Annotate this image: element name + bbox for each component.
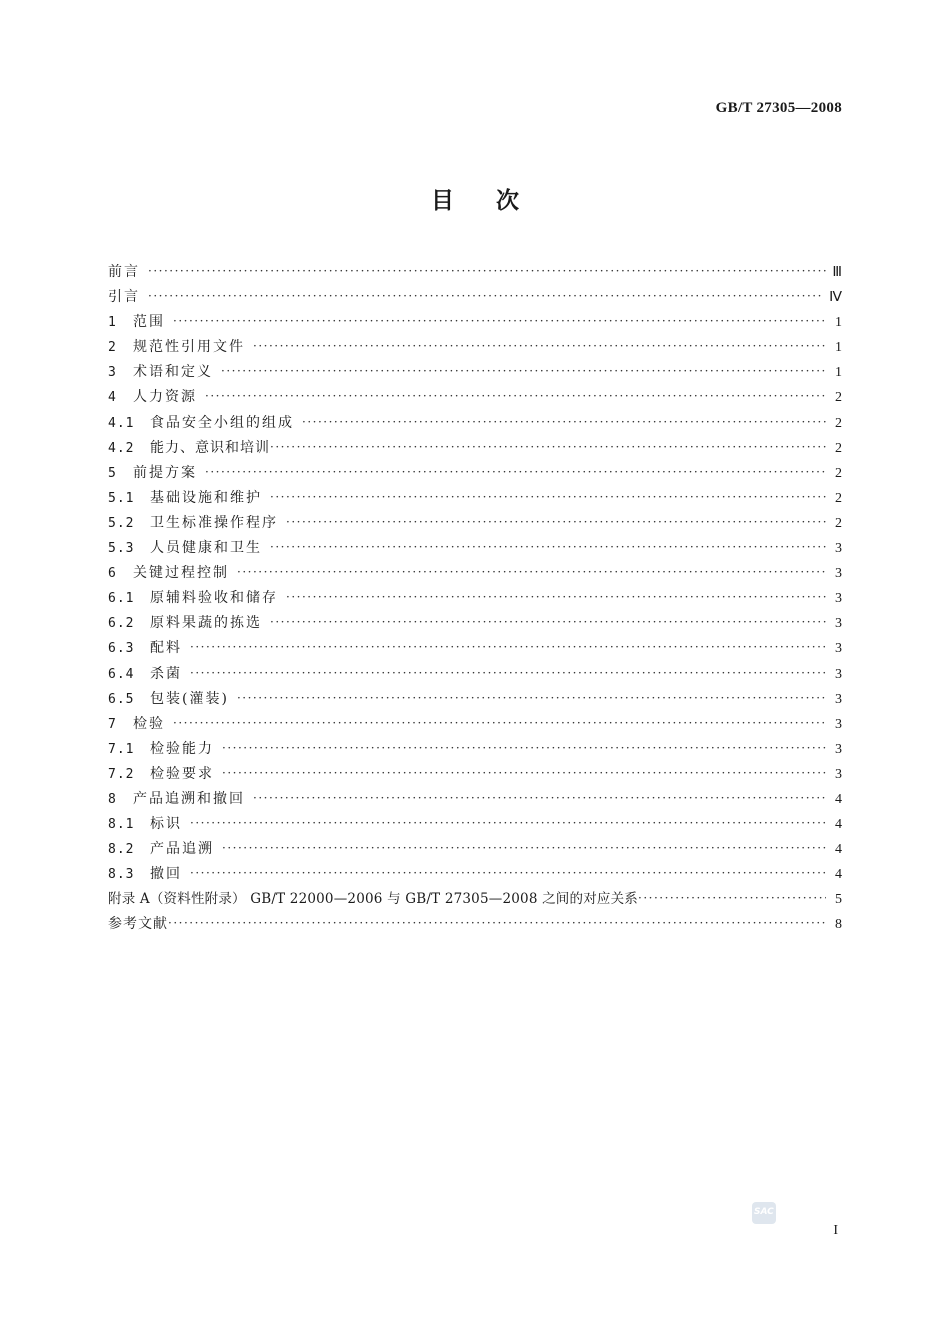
toc-leader-dots [205, 461, 826, 485]
toc-entry[interactable] [108, 712, 842, 737]
toc-leader-dots [190, 662, 826, 686]
toc-leader-dots [270, 536, 826, 560]
toc-leader-dots [253, 787, 826, 811]
toc-page-number: 1 [835, 365, 842, 381]
toc-entry-label: 规范性引用文件 [133, 339, 245, 356]
toc-entry-number: 7.2 [108, 766, 135, 782]
toc-page-number: 4 [835, 817, 842, 833]
toc-leader-dots [168, 912, 826, 936]
toc-page-number: 8 [835, 917, 842, 933]
toc-leader-dots [237, 561, 826, 585]
toc-entry-number: 8.3 [108, 867, 135, 883]
toc-entry-label: 基础设施和维护 [150, 489, 262, 506]
toc-entry-number: 8.1 [108, 817, 135, 833]
toc-leader-dots [302, 411, 826, 435]
toc-entry-number: 8 [108, 791, 117, 807]
toc-leader-dots [148, 285, 823, 309]
toc-entry-label: 检验要求 [150, 765, 214, 782]
toc-entry-bibliography[interactable] [108, 912, 842, 937]
sac-logo [752, 1202, 776, 1224]
toc-leader-dots [190, 812, 826, 836]
toc-entry[interactable] [108, 662, 842, 687]
toc-leader-dots [286, 586, 826, 610]
toc-page-number: 2 [835, 465, 842, 481]
toc-entry-number: 7.1 [108, 741, 135, 757]
toc-entry-number: 7 [108, 716, 117, 732]
toc-page-number: 3 [835, 741, 842, 757]
toc-entry[interactable] [108, 586, 842, 611]
toc-entry-number: 1 [108, 315, 117, 331]
toc-leader-dots [253, 335, 826, 359]
toc-leader-dots [237, 687, 826, 711]
toc-leader-dots [173, 310, 826, 334]
page-number: I [833, 1223, 838, 1238]
toc-leader-dots [222, 762, 826, 786]
toc-entry-number: 6.2 [108, 616, 135, 632]
toc-entry-number: 4.2 [108, 440, 135, 456]
toc-page-number: 4 [835, 867, 842, 883]
toc-entry[interactable] [108, 385, 842, 410]
toc-leader-dots [270, 611, 826, 635]
toc-leader-dots [222, 737, 826, 761]
toc-entry-label: 撤回 [150, 866, 182, 883]
toc-entry-foreword[interactable] [108, 260, 842, 285]
toc-leader-dots [638, 887, 826, 911]
toc-entry[interactable] [108, 486, 842, 511]
toc-page-number: 1 [835, 315, 842, 331]
toc-entry-label: 检验能力 [150, 740, 214, 757]
toc-leader-dots [190, 862, 826, 886]
toc-page-number: 3 [835, 541, 842, 557]
toc-entry-label: 引言 [108, 289, 140, 306]
toc-page-number: 1 [835, 340, 842, 356]
toc-entry[interactable] [108, 536, 842, 561]
toc-entry-number: 8.2 [108, 842, 135, 858]
toc-entry-label: 产品追溯和撤回 [133, 790, 245, 807]
toc-entry[interactable] [108, 411, 842, 436]
toc-entry[interactable] [108, 636, 842, 661]
toc-page-number: 2 [835, 515, 842, 531]
toc-entry[interactable] [108, 812, 842, 837]
toc-entry-label: 能力、意识和培训 [150, 439, 270, 456]
toc-page-number: Ⅳ [829, 290, 842, 306]
toc-page-number: 3 [835, 716, 842, 732]
toc-entry-label: 术语和定义 [133, 364, 213, 381]
toc-page-number: 2 [835, 440, 842, 456]
toc-leader-dots [222, 837, 826, 861]
toc-page-number: 5 [835, 892, 842, 908]
toc-page-number: 2 [835, 415, 842, 431]
table-of-contents [108, 260, 842, 938]
toc-entry[interactable] [108, 787, 842, 812]
toc-entry-number: 5.3 [108, 541, 135, 557]
toc-entry-number: 6 [108, 566, 117, 582]
toc-entry-label: 包装(灌装) [150, 690, 229, 707]
toc-entry-label: 前提方案 [133, 464, 197, 481]
toc-entry-number: 5.1 [108, 490, 135, 506]
toc-page-number: 3 [835, 616, 842, 632]
toc-leader-dots [270, 436, 826, 460]
standard-code: GB/T 27305—2008 [715, 100, 842, 116]
toc-entry[interactable] [108, 762, 842, 787]
toc-entry-label: 标识 [150, 816, 182, 833]
toc-entry-introduction[interactable] [108, 285, 842, 310]
toc-entry[interactable] [108, 837, 842, 862]
toc-entry-number: 2 [108, 340, 117, 356]
toc-entry-label: 人力资源 [133, 389, 197, 406]
toc-page-number: 3 [835, 566, 842, 582]
toc-entry-label: 参考文献 [108, 916, 168, 933]
toc-page-number: 3 [835, 591, 842, 607]
toc-entry-label: 前言 [108, 264, 140, 280]
toc-entry-number: 5.2 [108, 515, 135, 531]
toc-entry-number: 6.1 [108, 591, 135, 607]
toc-entry[interactable] [108, 611, 842, 636]
toc-entry[interactable] [108, 310, 842, 335]
page-title: 目次 [431, 188, 561, 214]
toc-entry[interactable] [108, 862, 842, 887]
toc-entry-label: 原料果蔬的拣选 [150, 615, 262, 632]
toc-leader-dots [173, 712, 826, 736]
toc-page-number: Ⅲ [832, 265, 842, 280]
toc-page-number: 4 [835, 842, 842, 858]
toc-entry-number: 4.1 [108, 415, 135, 431]
toc-entry-label: 原辅料验收和储存 [150, 590, 278, 607]
toc-page-number: 2 [835, 390, 842, 406]
toc-entry[interactable] [108, 511, 842, 536]
toc-entry-number: 5 [108, 465, 117, 481]
toc-entry-label: 检验 [133, 715, 165, 732]
toc-entry-number: 4 [108, 390, 117, 406]
toc-entry-number: 6.4 [108, 666, 135, 682]
toc-leader-dots [270, 486, 826, 510]
toc-entry-number: 6.3 [108, 641, 135, 657]
toc-page-number: 3 [835, 641, 842, 657]
toc-entry-label: 杀菌 [150, 665, 182, 682]
toc-entry-label: 产品追溯 [150, 841, 214, 858]
toc-page-number: 4 [835, 791, 842, 807]
toc-page-number: 3 [835, 691, 842, 707]
toc-entry-number: 3 [108, 365, 117, 381]
toc-leader-dots [286, 511, 826, 535]
toc-entry[interactable] [108, 436, 842, 461]
toc-leader-dots [205, 385, 826, 409]
toc-leader-dots [221, 360, 826, 384]
toc-entry-annex-a[interactable] [108, 887, 842, 912]
toc-entry[interactable] [108, 561, 842, 586]
sac-logo-text: SAC [754, 1207, 774, 1217]
toc-entry-label: 食品安全小组的组成 [150, 414, 294, 431]
toc-entry[interactable] [108, 335, 842, 360]
toc-page-number: 3 [835, 666, 842, 682]
toc-page-number: 2 [835, 490, 842, 506]
toc-entry-label: 配料 [150, 640, 182, 657]
toc-entry-label: 卫生标准操作程序 [150, 514, 278, 531]
toc-entry[interactable] [108, 461, 842, 486]
toc-leader-dots [148, 260, 826, 284]
toc-entry-label: 附录 A（资料性附录） GB/T 22000—2006 与 GB/T 27305—2008 之间的对应关系 [108, 891, 639, 908]
toc-page-number: 3 [835, 766, 842, 782]
toc-entry[interactable] [108, 360, 842, 385]
toc-entry-label: 范围 [133, 314, 165, 331]
toc-entry-label: 关键过程控制 [133, 565, 229, 582]
toc-entry-number: 6.5 [108, 691, 135, 707]
toc-entry-label: 人员健康和卫生 [150, 540, 262, 557]
toc-entry[interactable] [108, 737, 842, 762]
toc-leader-dots [190, 636, 826, 660]
toc-entry[interactable] [108, 687, 842, 712]
